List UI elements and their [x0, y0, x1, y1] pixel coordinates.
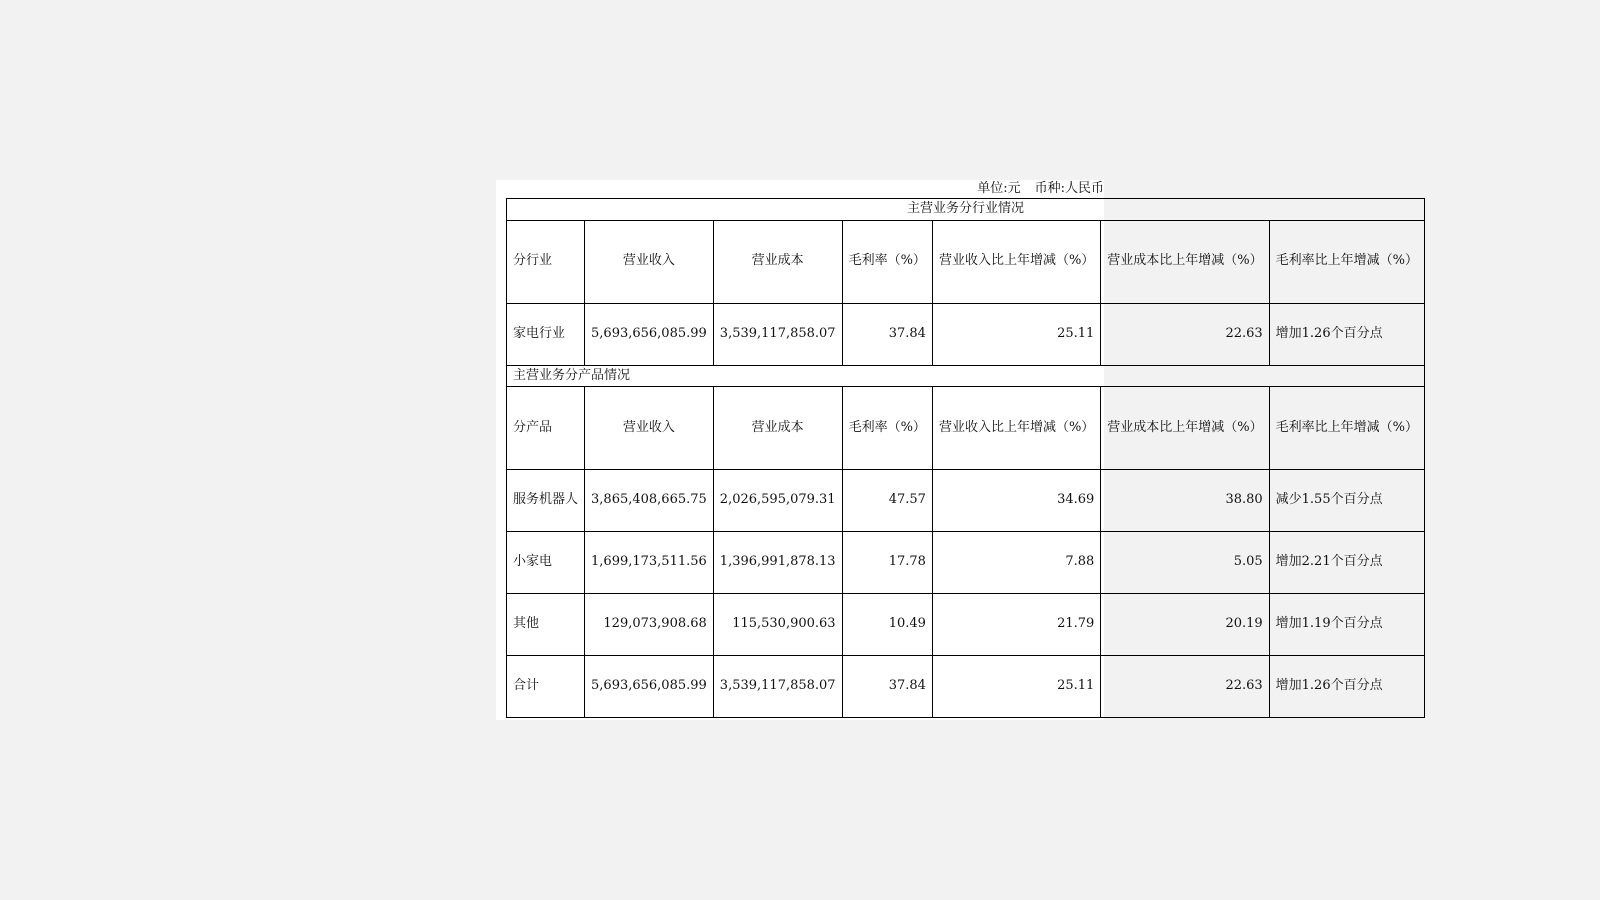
row-name: 服务机器人 [507, 470, 585, 532]
row-revenue: 5,693,656,085.99 [585, 303, 714, 365]
table-row [507, 594, 1425, 656]
row-name: 合计 [507, 656, 585, 718]
row-cost: 1,396,991,878.13 [713, 532, 842, 594]
currency-label: 币种:人民币 [1034, 181, 1104, 196]
header-gross-margin: 毛利率（%） [842, 220, 932, 303]
product-header-row [507, 387, 1425, 470]
row-cost: 3,539,117,858.07 [713, 656, 842, 718]
header-cost-change: 营业成本比上年增减（%） [1101, 387, 1269, 470]
header-revenue-change: 营业收入比上年增减（%） [932, 387, 1100, 470]
row-margin-change: 增加2.21个百分点 [1269, 532, 1424, 594]
row-revenue: 3,865,408,665.75 [585, 470, 714, 532]
main-business-table [506, 198, 1425, 718]
row-name: 其他 [507, 594, 585, 656]
header-revenue: 营业收入 [585, 220, 714, 303]
header-gross-margin: 毛利率（%） [842, 387, 932, 470]
row-margin: 10.49 [842, 594, 932, 656]
row-cost-change: 22.63 [1101, 303, 1269, 365]
header-revenue: 营业收入 [585, 387, 714, 470]
row-revenue-change: 25.11 [932, 656, 1100, 718]
header-cost: 营业成本 [713, 387, 842, 470]
row-margin-change: 减少1.55个百分点 [1269, 470, 1424, 532]
header-cost-change: 营业成本比上年增减（%） [1101, 220, 1269, 303]
industry-section-title-row [507, 199, 1425, 221]
product-section-title-row [507, 365, 1425, 387]
industry-header-row [507, 220, 1425, 303]
header-product: 分产品 [507, 387, 585, 470]
row-revenue-change: 7.88 [932, 532, 1100, 594]
header-cost: 营业成本 [713, 220, 842, 303]
row-cost-change: 5.05 [1101, 532, 1269, 594]
table-row [507, 470, 1425, 532]
row-margin: 17.78 [842, 532, 932, 594]
row-margin-change: 增加1.26个百分点 [1269, 303, 1424, 365]
product-section-title: 主营业务分产品情况 [507, 365, 1425, 387]
header-industry: 分行业 [507, 220, 585, 303]
industry-section-title: 主营业务分行业情况 [507, 199, 1425, 221]
row-revenue: 129,073,908.68 [585, 594, 714, 656]
row-margin: 37.84 [842, 303, 932, 365]
document-page [496, 180, 1419, 720]
row-name: 小家电 [507, 532, 585, 594]
row-margin-change: 增加1.19个百分点 [1269, 594, 1424, 656]
row-revenue-change: 25.11 [932, 303, 1100, 365]
row-cost: 115,530,900.63 [713, 594, 842, 656]
header-revenue-change: 营业收入比上年增减（%） [932, 220, 1100, 303]
row-cost-change: 22.63 [1101, 656, 1269, 718]
row-cost-change: 38.80 [1101, 470, 1269, 532]
header-margin-change: 毛利率比上年增减（%） [1269, 220, 1424, 303]
row-revenue-change: 34.69 [932, 470, 1100, 532]
row-cost-change: 20.19 [1101, 594, 1269, 656]
header-margin-change: 毛利率比上年增减（%） [1269, 387, 1424, 470]
unit-currency-line [977, 180, 1104, 198]
row-cost: 2,026,595,079.31 [713, 470, 842, 532]
row-cost: 3,539,117,858.07 [713, 303, 842, 365]
row-margin-change: 增加1.26个百分点 [1269, 656, 1424, 718]
row-margin: 37.84 [842, 656, 932, 718]
row-revenue-change: 21.79 [932, 594, 1100, 656]
table-row [507, 532, 1425, 594]
row-margin: 47.57 [842, 470, 932, 532]
row-revenue: 1,699,173,511.56 [585, 532, 714, 594]
row-name: 家电行业 [507, 303, 585, 365]
table-row [507, 303, 1425, 365]
unit-label: 单位:元 [977, 181, 1021, 196]
row-revenue: 5,693,656,085.99 [585, 656, 714, 718]
table-row [507, 656, 1425, 718]
